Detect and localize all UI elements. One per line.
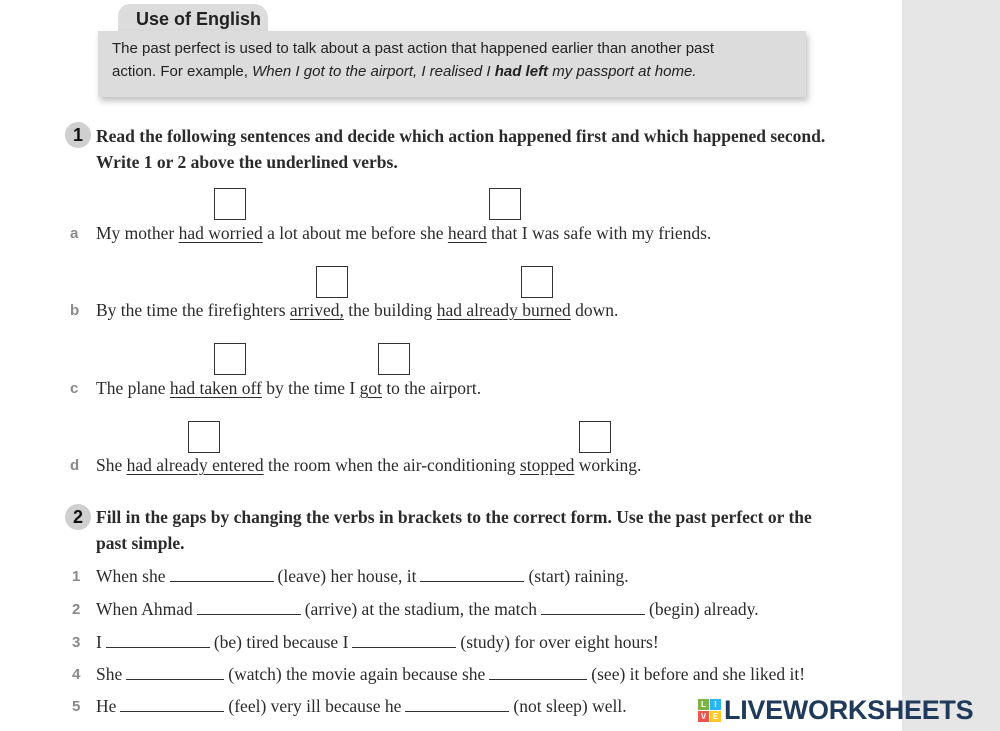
logo-text: LIVEWORKSHEETS	[724, 694, 974, 725]
question-2-instruction: Fill in the gaps by changing the verbs in brackets to the correct form. Use the past perfect or the past simple.	[96, 507, 812, 553]
fill-item-number: 4	[72, 666, 81, 683]
sentence-a	[96, 223, 711, 244]
logo-tile: I	[710, 699, 721, 710]
item-letter-a: a	[70, 225, 79, 242]
answer-box-c2[interactable]	[378, 343, 410, 375]
use-of-english-line2	[112, 60, 796, 83]
answer-box-d1[interactable]	[188, 421, 220, 453]
example-part-a: When I got to the airport, I realised I	[252, 63, 491, 80]
logo-tile: L	[698, 699, 709, 710]
underlined-verb: got	[359, 378, 382, 398]
gap-input[interactable]	[352, 646, 456, 648]
underlined-verb: heard	[447, 223, 487, 243]
answer-box-c1[interactable]	[214, 343, 246, 375]
gap-input[interactable]	[420, 580, 524, 582]
sentence-c	[96, 378, 481, 399]
underlined-verb: had already burned	[436, 300, 571, 320]
fill-text: (watch) the movie again because she	[228, 664, 486, 684]
underlined-verb: stopped	[519, 455, 575, 475]
gap-input[interactable]	[541, 613, 645, 615]
fill-item-3	[96, 632, 659, 653]
answer-box-b2[interactable]	[521, 266, 553, 298]
fill-text: He	[96, 696, 117, 716]
gap-input[interactable]	[489, 678, 587, 680]
example-bold: had left	[494, 63, 549, 80]
fill-text: (start) raining.	[528, 566, 629, 586]
sentence-text: a lot about me before she	[262, 223, 448, 243]
fill-text: (begin) already.	[649, 599, 759, 619]
question-1-instruction: Read the following sentences and decide which action happened first and which happened second. Write 1 or 2 above the underlined verbs.	[96, 126, 826, 172]
fill-item-2	[96, 599, 759, 620]
fill-text: (study) for over eight hours!	[460, 632, 659, 652]
fill-text: I	[96, 632, 102, 652]
fill-text: (not sleep) well.	[513, 696, 627, 716]
gap-input[interactable]	[106, 646, 210, 648]
fill-text: When she	[96, 566, 166, 586]
question-1-number: 1	[65, 122, 91, 148]
fill-text: She	[96, 664, 123, 684]
fill-item-number: 2	[72, 601, 81, 618]
underlined-verb: had already entered	[126, 455, 264, 475]
use-of-english-title: Use of English	[118, 4, 268, 38]
sentence-text: the building	[343, 300, 437, 320]
gap-input[interactable]	[126, 678, 224, 680]
sentence-text: My mother	[96, 223, 179, 243]
liveworksheets-logo[interactable]	[698, 695, 973, 725]
fill-item-number: 5	[72, 698, 81, 715]
fill-text: (be) tired because I	[213, 632, 349, 652]
fill-text: When Ahmad	[96, 599, 193, 619]
use-of-english-box	[98, 31, 806, 97]
fill-text: (feel) very ill because he	[228, 696, 402, 716]
sentence-b	[96, 300, 618, 321]
item-letter-b: b	[70, 302, 80, 319]
gap-input[interactable]	[170, 580, 274, 582]
fill-text: (leave) her house, it	[277, 566, 417, 586]
logo-grid-icon	[698, 699, 721, 722]
line2-start: action. For example,	[112, 63, 248, 80]
example-part-b: my passport at home.	[552, 63, 697, 80]
item-letter-d: d	[70, 457, 80, 474]
sentence-text: The plane	[96, 378, 170, 398]
gap-input[interactable]	[120, 710, 224, 712]
sentence-text: the room when the air-conditioning	[263, 455, 520, 475]
gap-input[interactable]	[405, 710, 509, 712]
fill-item-4	[96, 664, 805, 685]
fill-item-5	[96, 696, 627, 717]
sentence-text: to the airport.	[381, 378, 482, 398]
gap-input[interactable]	[197, 613, 301, 615]
sentence-text: by the time I	[261, 378, 360, 398]
answer-box-d2[interactable]	[579, 421, 611, 453]
answer-box-a1[interactable]	[214, 188, 246, 220]
fill-text: (arrive) at the stadium, the match	[304, 599, 537, 619]
fill-item-number: 3	[72, 634, 81, 651]
sentence-text: down.	[570, 300, 619, 320]
sentence-text: By the time the firefighters	[96, 300, 290, 320]
underlined-verb: had worried	[178, 223, 263, 243]
question-2-number: 2	[65, 504, 91, 530]
answer-box-a2[interactable]	[489, 188, 521, 220]
item-letter-c: c	[70, 380, 79, 397]
sentence-text: She	[96, 455, 127, 475]
fill-item-1	[96, 566, 629, 587]
sentence-text: that I was safe with my friends.	[486, 223, 712, 243]
underlined-verb: arrived,	[289, 300, 344, 320]
sentence-d	[96, 455, 641, 476]
use-of-english-line1: The past perfect is used to talk about a past action that happened earlier than another past	[112, 40, 715, 57]
fill-text: (see) it before and she liked it!	[591, 664, 806, 684]
side-panel	[902, 0, 1000, 731]
logo-tile: E	[710, 711, 721, 722]
fill-item-number: 1	[72, 568, 81, 585]
underlined-verb: had taken off	[169, 378, 262, 398]
sentence-text: working.	[574, 455, 642, 475]
logo-tile: V	[698, 711, 709, 722]
answer-box-b1[interactable]	[316, 266, 348, 298]
